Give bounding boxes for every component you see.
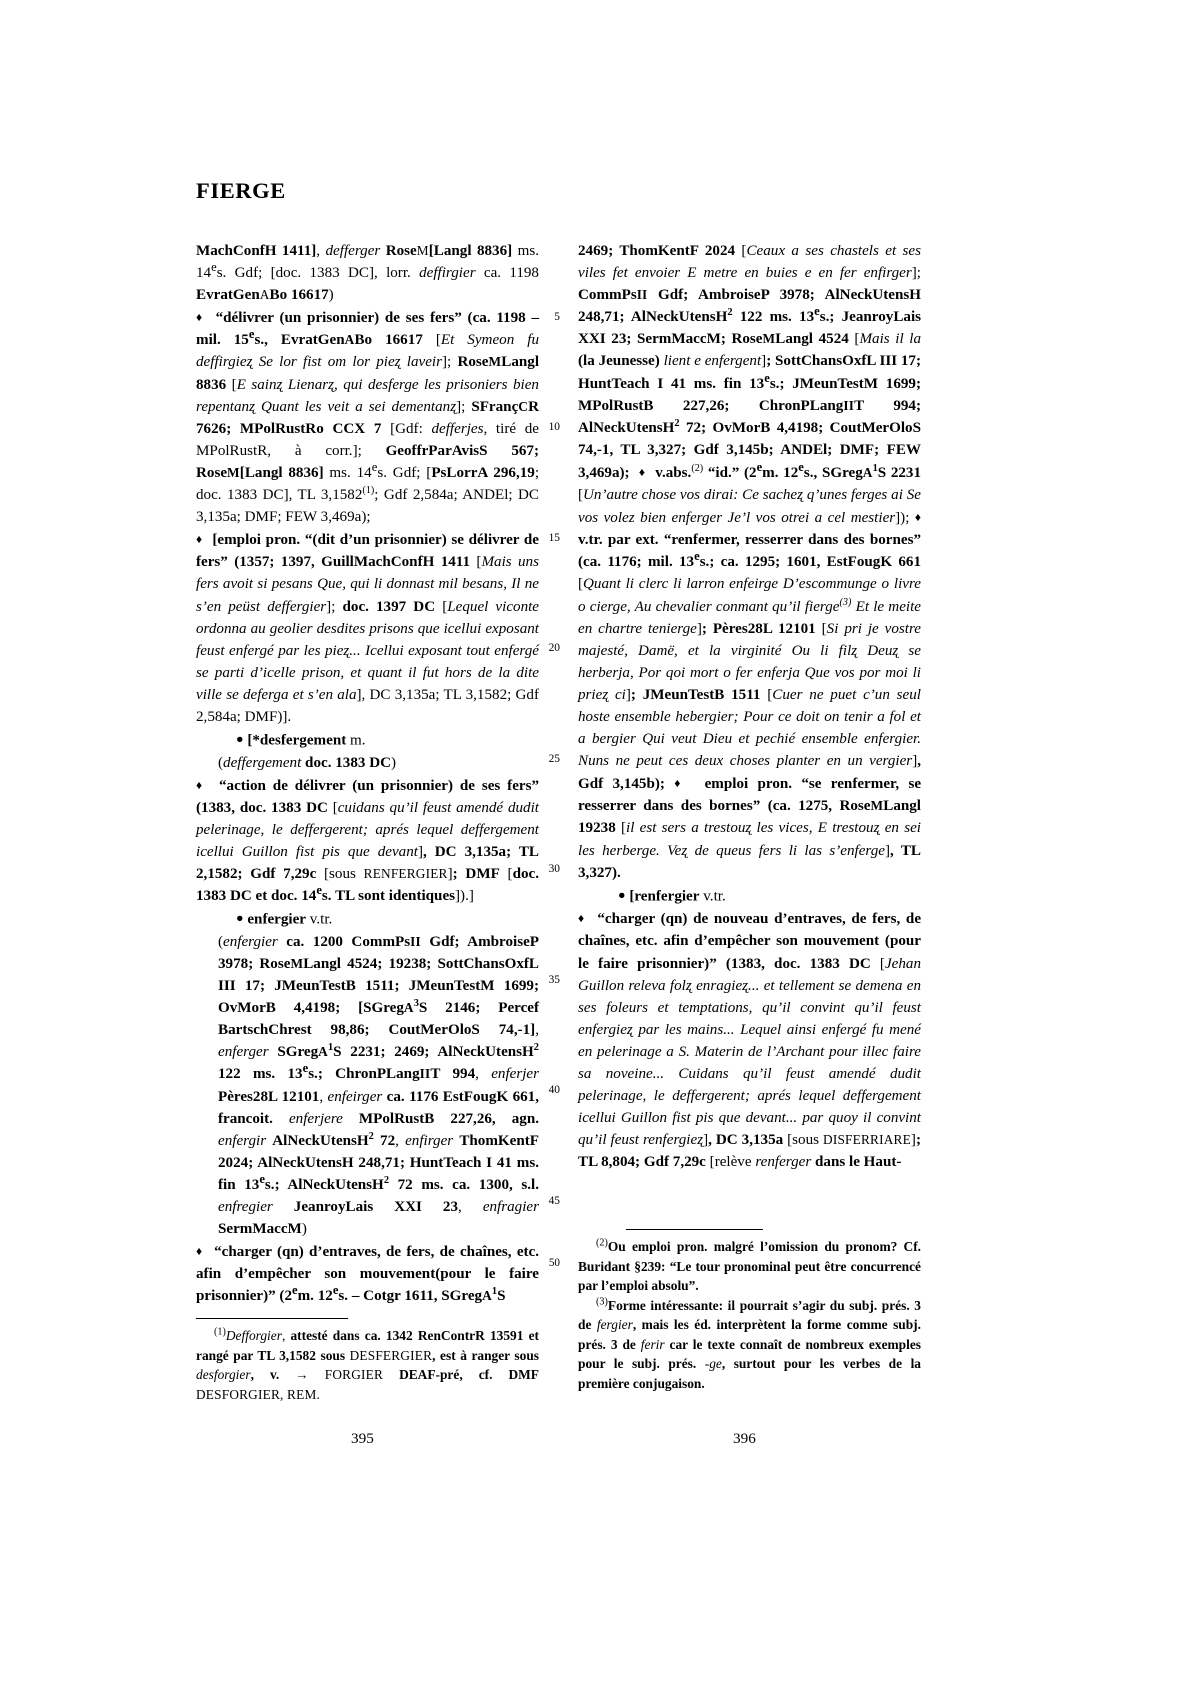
diamond-bullet-icon: ♦	[674, 776, 686, 791]
sense-paragraph: ♦ [emploi pron. “(dit d’un prisonnier) se délivrer de fers” (1357; 1397, GuillMachConfH 1411 [Mais uns fers avoit si pesans Que, qui li donnast mil besans, Il ne s’en peüst deffergier]; doc. 1397 DC [Lequel viconte ordonna au geolier desdites prisons que icellui exposant feust enfergé par les pieʐ... Icellui exposant tout enfergé se parti d’icelle prison, et quant il fut hors de la dite ville se deferga et s’en ala], DC 3,135a; TL 3,1582; Gdf 2,584a; DMF)].	[196, 532, 540, 725]
left-column	[196, 240, 539, 1308]
line-number: 45	[548, 1195, 560, 1207]
line-number: 15	[548, 532, 560, 544]
footnote-separator-right	[626, 1229, 763, 1230]
circle-bullet-icon: ●	[236, 911, 244, 926]
line-number: 5	[554, 311, 560, 323]
line-number: 40	[548, 1084, 560, 1096]
footnote-separator-left	[196, 1318, 348, 1319]
footnote-text: $^{(3)}$Forme intéressante: il pourrait s’agir du subj. prés. 3 de fergier, mais les éd. interprètent la forme comme subj. prés. 3 de ferir car le texte connaît de nombreux exemples pour le subj. prés. -ge, surtout pour les verbes de la première conjugaison.	[578, 1296, 921, 1391]
sense-paragraph: ♦ “action de délivrer (un prisonnier) de ses fers” (1383, doc. 1383 DC [cuidans qu’il feust amendé dudit pelerinage, le deffergerent; aprés lequel deffergement icellui Guillon fist pis que devant], DC 3,135a; TL 2,1582; Gdf 7,29c [sous RENFERGIER]; DMF [doc. 1383 DC et doc. 14es. TL sont identiques]).]	[196, 777, 540, 905]
lemma-forms: (deffergement doc. 1383 DC)	[218, 754, 397, 771]
diamond-bullet-icon: ♦	[638, 464, 646, 479]
diamond-bullet-icon: ♦	[578, 911, 587, 926]
line-number: 30	[548, 863, 560, 875]
lemma-heading: ● enfergier v.tr.	[236, 911, 333, 928]
sense-paragraph: ♦ “charger (qn) d’entraves, de fers, de chaînes, etc. afin d’empêcher son mouvement(pour le faire prisonnier)” (2em. 12es. – Cotgr 1611, SGregA$^1$S	[196, 1244, 540, 1305]
diamond-bullet-icon: ♦	[196, 310, 205, 325]
footnote-left	[196, 1326, 539, 1404]
page-title: FIERGE	[196, 178, 286, 203]
circle-bullet-icon: ●	[618, 887, 626, 902]
entry-paragraph: MachConfH 1411], defferger RoseM[Langl 8836] ms. 14es. Gdf; [doc. 1383 DC], lorr. deffirgier ca. 1198 EvratGenABo 16617)	[196, 243, 539, 304]
line-number: 10	[548, 421, 560, 433]
folio-number-left: 395	[351, 1430, 374, 1447]
right-column	[578, 240, 921, 1173]
footnote-text: $^{(1)}$Defforgier, attesté dans ca. 1342 RenContrR 13591 et rangé par TL 3,1582 sous DESFERGIER, est à ranger sous desforgier, v. → FORGIER DEAF-pré, cf. DMF DESFORGIER, REM.	[196, 1326, 539, 1402]
sense-paragraph: ♦ “délivrer (un prisonnier) de ses fers” (ca. 1198 – mil. 15es., EvratGenABo 16617 [Et Symeon fu deffirgieʐ Se lor fist om lor pieʐ laveir]; RoseMLangl 8836 [E sainʐ Lienarʐ, qui desferge les prisoniers bien repentanʐ Quant les veit a sei dementanʐ]; SFrançCR 7626; MPolRustRo CCX 7 [Gdf: defferjes, tiré de MPolRustR, à corr.]; GeoffrParAvisS 567; RoseM[Langl 8836] ms. 14es. Gdf; [PsLorrA 296,19; doc. 1383 DC], TL 3,1582$^{(1)}$; Gdf 2,584a; ANDEl; DC 3,135a; DMF; FEW 3,469a);	[196, 310, 540, 526]
diamond-bullet-icon: ♦	[914, 510, 921, 525]
line-number: 20	[548, 642, 560, 654]
lemma-forms: (enfergier ca. 1200 CommPsII Gdf; AmbroiseP 3978; RoseMLangl 4524; 19238; SottChansOxfL III 17; JMeunTestB 1511; JMeunTestM 1699; OvMorB 4,4198; [SGregA$^3$S 2146; Percef BartschChrest 98,86; CoutMerOloS 74,-1], enferger SGregA$^1$S 2231; 2469; AlNeckUtensH$^2$ 122 ms. 13es.; ChronPLangIIT 994, enferjer Pères28L 12101, enfeirger ca. 1176 EstFougK 661, francoit. enferjere MPolRustB 227,26, agn. enfergir AlNeckUtensH$^2$ 72, enfirger ThomKentF 2024; AlNeckUtensH 248,71; HuntTeach I 41 ms. fin 13es.; AlNeckUtensH$^2$ 72 ms. ca. 1300, s.l. enfregier JeanroyLais XXI 23, enfragier SermMaccM)	[218, 933, 539, 1238]
entry-paragraph: 2469; ThomKentF 2024 [Ceaux a ses chastels et ses viles fet envoier E metre en buies e en fer enfirger]; CommPsII Gdf; AmbroiseP 3978; AlNeckUtensH 248,71; AlNeckUtensH$^2$ 122 ms. 13es.; JeanroyLais XXI 23; SermMaccM; RoseMLangl 4524 [Mais il la (la Jeunesse) lient e enfergent]; SottChansOxfL III 17; HuntTeach I 41 ms. fin 13es.; JMeunTestM 1699; MPolRustB 227,26; ChronPLangIIT 994; AlNeckUtensH$^2$ 72; OvMorB 4,4198; CoutMerOloS 74,-1, TL 3,327; Gdf 3,145b; ANDEl; DMF; FEW 3,469a); ♦ v.abs.$^{(2)}$ “id.” (2em. 12es., SGregA$^1$S 2231 [Un’autre chose vos dirai: Ce sacheʐ q’unes ferges ai Se vos volez bien enferger Je’l vos otrei a cel mestier]); ♦ v.tr. par ext. “renfermer, resserrer dans des bornes” (ca. 1176; mil. 13es.; ca. 1295; 1601, EstFougK 661 [Quant li clerc li larron enfeirge D’escommunge o livre o cierge, Au chevalier conmant qu’il fierge$^{(3)}$ Et le meite en chartre tenierge]; Pères28L 12101 [Si pri je vostre majesté, Damë, et la virginité Ou li filʐ Deuʐ se herberja, Por qoi mort o fer enferja Que vos por moi li prieʐ ci]; JMeunTestB 1511 [Cuer ne puet c’un seul hoste ensemble hebergier; Pour ce doit on tenir a fol et a bergier Qui veut Dieu et pechié ensemble enfergier. Nuns ne peut ces deux choses planter en un vergier], Gdf 3,145b); ♦ emploi pron. “se renfermer, se resserrer dans des bornes” (ca. 1275, RoseMLangl 19238 [il est sers a trestouʐ les vices, E trestouʐ en sei les herberge. Veʐ de queus fers li las s’enferge], TL 3,327).	[578, 243, 922, 881]
diamond-bullet-icon: ♦	[196, 1244, 204, 1259]
line-number: 35	[548, 974, 560, 986]
diamond-bullet-icon: ♦	[196, 532, 204, 547]
lemma-heading: ● [*desfergement m.	[236, 732, 366, 749]
diamond-bullet-icon: ♦	[196, 777, 206, 792]
sense-paragraph: ♦ “charger (qn) de nouveau d’entraves, de fers, de chaînes, etc. afin d’empêcher son mouvement (pour le faire prisonnier)” (1383, doc. 1383 DC [Jehan Guillon releva folʐ enragieʐ... et tellement se demena en ses foleurs et temptations, qu’il convint qu’il feust enfergieʐ par les mains... Lequel ainsi enfergé fu mené en pelerinage a S. Materin de l’Archant pour illec faire sa noveine... Cuidans qu’il feust amendé dudit pelerinage, le deffergerent; aprés lequel deffergement icellui Guillon fist pis que devant... par quoy il convint qu’il feust renfergieʐ], DC 3,135a [sous DISFERRIARE]; TL 8,804; Gdf 7,29c [relève renferger dans le Haut-	[578, 911, 922, 1171]
line-number: 25	[548, 753, 560, 765]
lemma-heading: ● [renfergier v.tr.	[618, 887, 726, 905]
footnote-right	[578, 1237, 921, 1393]
circle-bullet-icon: ●	[236, 732, 244, 747]
footnote-text: $^{(2)}$Ou emploi pron. malgré l’omission du pronom? Cf. Buridant §239: “Le tour pronominal peut être concurrencé par l’emploi absolu”.	[578, 1237, 921, 1293]
folio-number-right: 396	[733, 1430, 756, 1447]
line-number: 50	[548, 1257, 560, 1269]
